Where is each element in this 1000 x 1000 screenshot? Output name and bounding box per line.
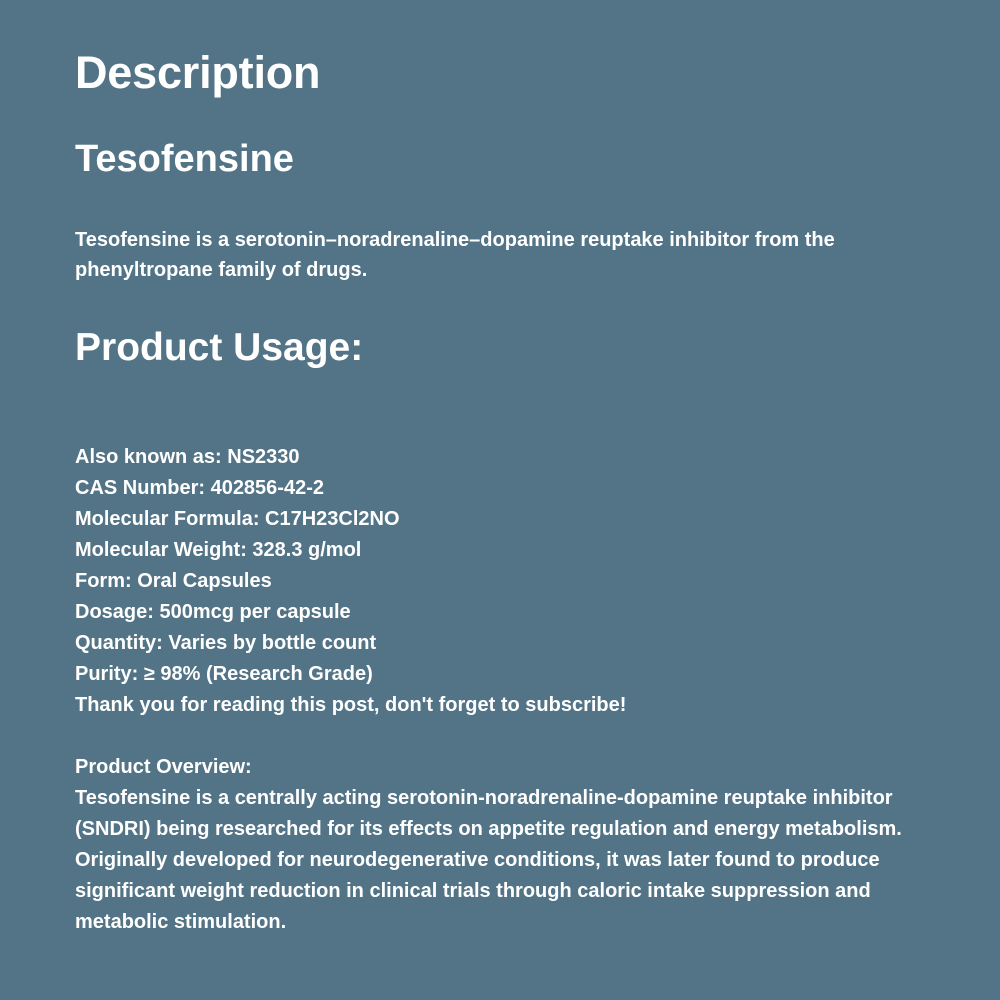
spec-molecular-formula: Molecular Formula: C17H23Cl2NO: [75, 508, 400, 530]
product-overview: [75, 752, 965, 938]
subscribe-note: Thank you for reading this post, don't forget to subscribe!: [75, 694, 627, 716]
product-intro-text: Tesofensine is a serotonin–noradrenaline–dopamine reuptake inhibitor from the phenyltropane family of drugs.: [75, 229, 835, 281]
spec-purity: Purity: ≥ 98% (Research Grade): [75, 663, 373, 685]
spec-molecular-weight: Molecular Weight: 328.3 g/mol: [75, 539, 362, 561]
product-specs-list: [75, 442, 965, 721]
spec-form: Form: Oral Capsules: [75, 570, 272, 592]
spec-cas-number: CAS Number: 402856-42-2: [75, 477, 324, 499]
product-usage-heading: Product Usage:: [75, 326, 364, 369]
spec-quantity: Quantity: Varies by bottle count: [75, 632, 377, 654]
overview-body: Tesofensine is a centrally acting serotonin-noradrenaline-dopamine reuptake inhibitor (SNDRI) being researched for its effects on appetite regulation and energy metabolism. Originally developed for neurodegenerative conditions, it was later found to produce significant weight reduction in clinical trials through caloric intake suppression and metabolic stimulation.: [75, 787, 902, 933]
spec-also-known-as: Also known as: NS2330: [75, 446, 300, 468]
description-heading: Description: [75, 47, 321, 98]
product-name-heading: Tesofensine: [75, 138, 294, 180]
overview-title: Product Overview:: [75, 756, 252, 778]
spec-dosage: Dosage: 500mcg per capsule: [75, 601, 351, 623]
